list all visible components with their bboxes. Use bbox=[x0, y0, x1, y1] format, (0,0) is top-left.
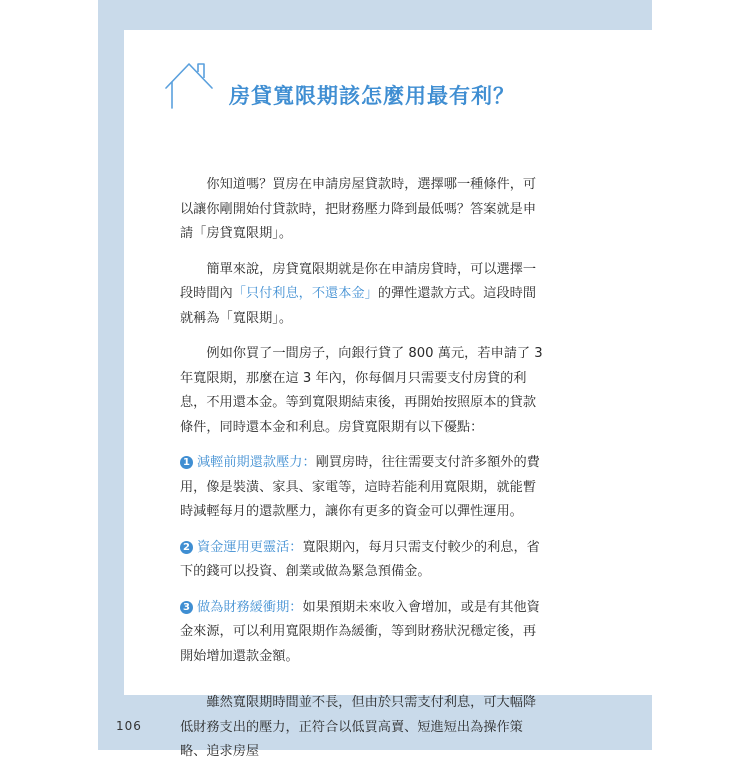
article-body bbox=[180, 173, 548, 776]
page-title: 房貸寬限期該怎麼用最有利？ bbox=[229, 84, 515, 108]
paragraph-closing: 雖然寬限期時間並不長，但由於只需支付利息，可大幅降低財務支出的壓力，正符合以低買高賣、短進短出為操作策略、追求房屋 bbox=[180, 695, 537, 759]
advantage-item-1 bbox=[180, 451, 548, 525]
paragraph-example: 例如你買了一間房子，向銀行貸了 800 萬元，若申請了 3 年寬限期，那麼在這 3 年內，你每個月只需要支付房貸的利息，不用還本金。等到寬限期結束後，再開始按照原本的貸款條件，同時還本金和利息。房貸寬限期有以下優點： bbox=[180, 346, 543, 435]
paragraph-definition bbox=[180, 258, 548, 332]
number-circle-icon: 2 bbox=[180, 541, 193, 554]
advantage-text: 剛買房時，往往需要支付許多額外的費用，像是裝潢、家具、家電等，這時若能利用寬限期，就能暫時減輕每月的還款壓力，讓你有更多的資金可以彈性運用。 bbox=[180, 455, 540, 519]
advantage-text: 寬限期內，每月只需支付較少的利息，省下的錢可以投資、創業或做為緊急預備金。 bbox=[180, 539, 540, 579]
page-number: 106 bbox=[116, 719, 142, 733]
advantage-label: 減輕前期還款壓力： bbox=[197, 455, 316, 470]
house-outline-icon bbox=[164, 58, 214, 110]
paragraph-intro: 你知道嗎？買房在申請房屋貸款時，選擇哪一種條件，可以讓你剛開始付貸款時，把財務壓力降到最低嗎？答案就是申請「房貸寬限期」。 bbox=[180, 177, 537, 241]
number-circle-icon: 3 bbox=[180, 601, 193, 614]
advantage-text: 如果預期未來收入會增加，或是有其他資金來源，可以利用寬限期作為緩衝，等到財務狀況穩定後，再開始增加還款金額。 bbox=[180, 599, 540, 664]
advantage-label: 做為財務緩衝期： bbox=[197, 599, 303, 615]
definition-text-before: 簡單來說，房貸寬限期就是你在申請房貸時，可以選擇一段時間內 bbox=[180, 261, 537, 301]
advantage-item-3 bbox=[180, 596, 548, 670]
advantage-item-2 bbox=[180, 536, 548, 585]
definition-text-after: 的彈性還款方式。這段時間就稱為「寬限期」。 bbox=[180, 286, 537, 326]
advantage-label: 資金運用更靈活： bbox=[197, 539, 303, 555]
number-circle-icon: 1 bbox=[180, 456, 193, 469]
definition-highlight: 「只付利息，不還本金」 bbox=[232, 286, 378, 301]
